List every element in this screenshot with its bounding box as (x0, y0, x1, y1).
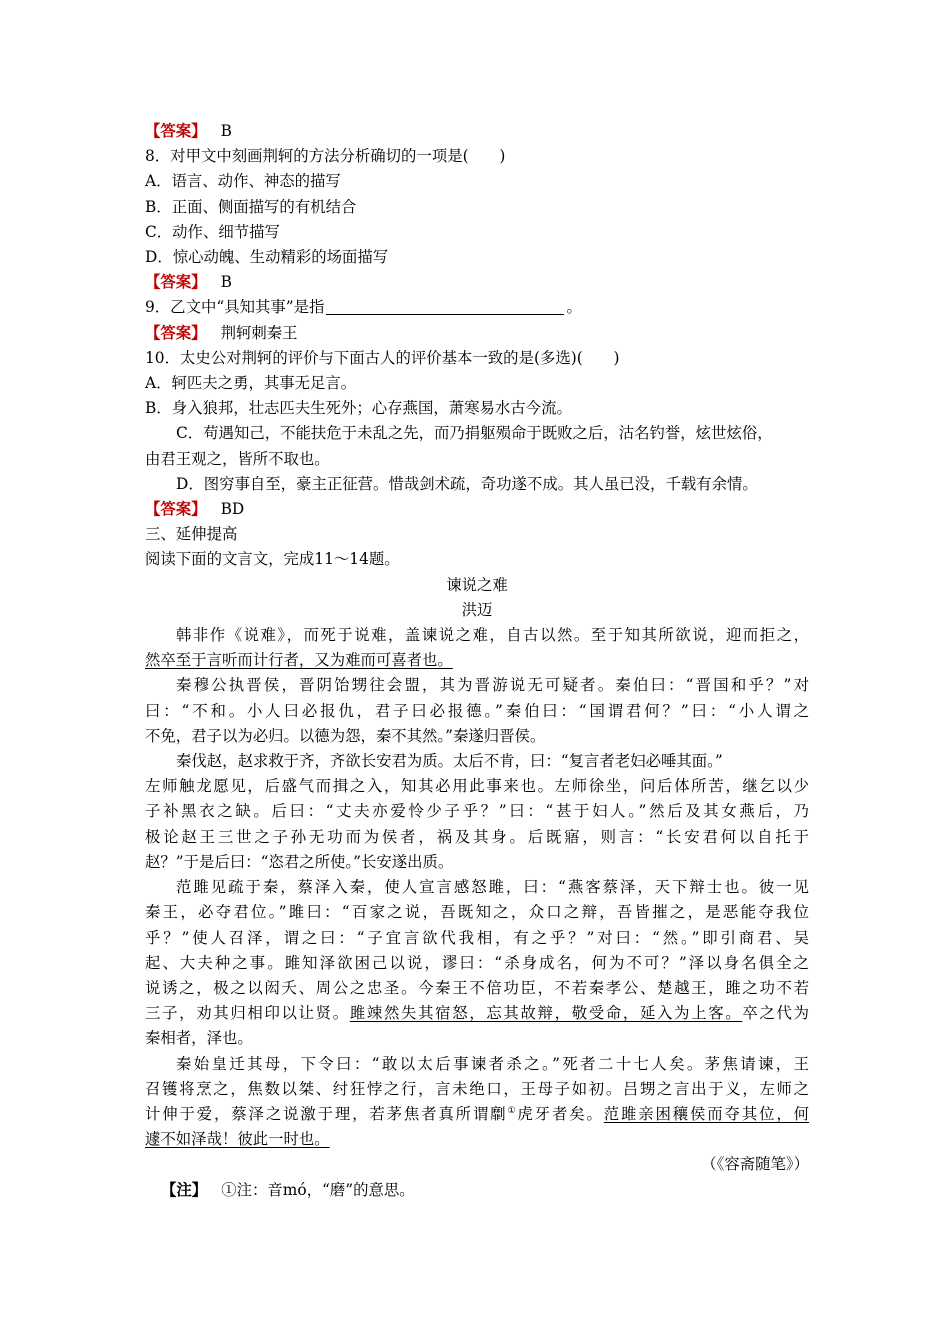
question-10-option-d: D．图穷事自至，豪主正征营。惜哉剑术疏，奇功遂不成。其人虽已没，千载有余情。 (176, 474, 758, 493)
passage-p5-line: 秦始皇迁其母，下令曰：“敢以太后事谏者杀之。”死者二十七人矣。茅焦请谏，王 (176, 1054, 809, 1073)
underlined-sentence: 遽不如泽哉！彼此一时也。 (145, 1130, 330, 1149)
note-label: 【注】 (161, 1180, 208, 1199)
section-title: 三、延伸提高 (145, 525, 238, 544)
passage-p4-line: 乎？”使人召泽，谓之曰：“子宜言欲代我相，有之乎？”对曰：“然。”即引商君、吴 (145, 928, 809, 947)
answer-text: B (220, 122, 232, 140)
footnote-marker: ① (507, 1105, 518, 1116)
question-8-stem: 8．对甲文中刻画荆轲的方法分析确切的一项是( ) (145, 147, 506, 166)
passage-p4-line: 范雎见疏于秦，蔡泽入秦，使人宣言感怒雎，曰：“燕客蔡泽，天下辩士也。彼一见 (176, 878, 809, 897)
note-text: ①注：音mó，“磨”的意思。 (221, 1180, 415, 1199)
passage-p1-line: 韩非作《说难》，而死于说难，盖谏说之难，自古以然。至于知其所欲说，迎而拒之， (176, 626, 809, 645)
passage-source: （《容斋随笔》） (701, 1155, 809, 1174)
sentence-text: 三子，劝其归相印以让贤。 (145, 1004, 350, 1023)
answer-label: 【答案】 (145, 500, 207, 519)
fill-in-blank (326, 297, 564, 315)
answer-label: 【答案】 (145, 323, 207, 342)
question-9-end: 。 (566, 298, 582, 317)
answer-line-q9 (145, 321, 809, 346)
passage-p4-line (145, 1001, 809, 1026)
question-9-text: 9．乙文中“具知其事”是指 (145, 298, 325, 317)
answer-label: 【答案】 (145, 273, 207, 292)
answer-text: BD (220, 500, 245, 519)
underlined-sentence: 然卒至于言听而计行者，又为难而可喜者也。 (145, 651, 453, 670)
passage-p3-line: 左师触龙愿见，后盛气而揖之入，知其必用此事来也。左师徐坐，问后体所苦，继乞以少 (145, 777, 809, 796)
passage-p3-line: 极论赵王三世之子孙无功而为侯者，祸及其身。后既寤，则言：“长安君何以自托于 (145, 827, 809, 846)
passage-p5-line (145, 1102, 809, 1127)
passage-p4-line: 秦相者，泽也。 (145, 1029, 253, 1048)
answer-line-q10 (145, 497, 809, 522)
answer-text: 荆轲刺秦王 (220, 323, 298, 342)
reading-instruction: 阅读下面的文言文，完成11～14题。 (145, 550, 400, 569)
passage-p3-line: 赵？”于是后曰：“恣君之所使。”长安遂出质。 (145, 852, 454, 871)
passage-p2-line: 曰：“不和。小人曰必报仇，君子曰必报德。”秦伯曰：“国谓君何？”曰：“小人谓之 (145, 701, 809, 720)
question-8-option-c: C．动作、细节描写 (145, 222, 280, 241)
question-10-option-c: C．苟遇知己，不能扶危于未乱之先，而乃捐躯殒命于既败之后，沽名钓誉，炫世炫俗， (176, 424, 773, 443)
passage-p1-line (145, 648, 809, 673)
passage-p3-line: 秦伐赵，赵求救于齐，齐欲长安君为质。太后不肯，曰：“复言者老妇必唾其面。” (176, 752, 723, 771)
passage-p3-line: 子补黑衣之缺。后曰：“丈夫亦爱怜少子乎？”曰：“甚于妇人。”然后及其女燕后，乃 (145, 802, 809, 821)
footnote (145, 1178, 809, 1203)
question-10-option-c-cont: 由君王观之，皆所不取也。 (145, 449, 330, 468)
answer-line-q8 (145, 270, 809, 295)
passage-p5-line (145, 1127, 809, 1152)
question-8-option-a: A．语言、动作、神态的描写 (145, 172, 341, 191)
underlined-sentence: 范雎亲困穰侯而夺其位，何 (603, 1104, 809, 1123)
passage-title: 谏说之难 (446, 575, 508, 594)
sentence-text: 卒之代为 (742, 1004, 809, 1023)
answer-label: 【答案】 (145, 122, 207, 140)
sentence-text: 虎牙者矣。 (517, 1104, 604, 1123)
passage-p5-line: 召镬将烹之，焦数以桀、纣狂悖之行，言未绝口，王母子如初。吕甥之言出于义，左师之 (145, 1079, 809, 1098)
answer-line-q7 (145, 119, 809, 144)
question-10-option-b: B．身入狼邦，壮志匹夫生死外；心存燕国，萧寒易水古今流。 (145, 399, 572, 418)
passage-p2-line: 秦穆公执晋侯，晋阴饴甥往会盟，其为晋游说无可疑者。秦伯曰：“晋国和乎？”对 (176, 676, 809, 695)
question-8-option-d: D．惊心动魄、生动精彩的场面描写 (145, 248, 389, 267)
passage-p4-line: 起、大夫种之事。雎知泽欲困己以说，谬曰：“杀身成名，何为不可？”泽以身名俱全之 (145, 953, 809, 972)
answer-text: B (220, 273, 232, 292)
question-8-option-b: B．正面、侧面描写的有机结合 (145, 197, 357, 216)
passage-p2-line: 不免，君子以为必归。以德为怨，秦不其然。”秦遂归晋侯。 (145, 726, 546, 745)
document-page (145, 119, 809, 1203)
question-10-option-a: A．轲匹夫之勇，其事无足言。 (145, 374, 357, 393)
question-9-stem (145, 295, 809, 320)
passage-p4-line: 秦王，必夺君位。”雎曰：“百家之说，吾既知之，众口之辩，吾皆摧之，是恶能夺我位 (145, 903, 809, 922)
question-10-stem: 10．太史公对荆轲的评价与下面古人的评价基本一致的是(多选)( ) (145, 348, 620, 367)
passage-p4-line: 说诱之，极之以闳夭、周公之忠圣。今秦王不倍功臣，不若秦孝公、楚越王，雎之功不若 (145, 978, 809, 997)
underlined-sentence: 雎竦然失其宿怒，忘其故辩，敬受命，延入为上客。 (349, 1004, 743, 1023)
sentence-text: 计伸于爱，蔡泽之说激于理，若茅焦者真所谓劘 (145, 1104, 508, 1123)
passage-author: 洪迈 (461, 600, 493, 619)
